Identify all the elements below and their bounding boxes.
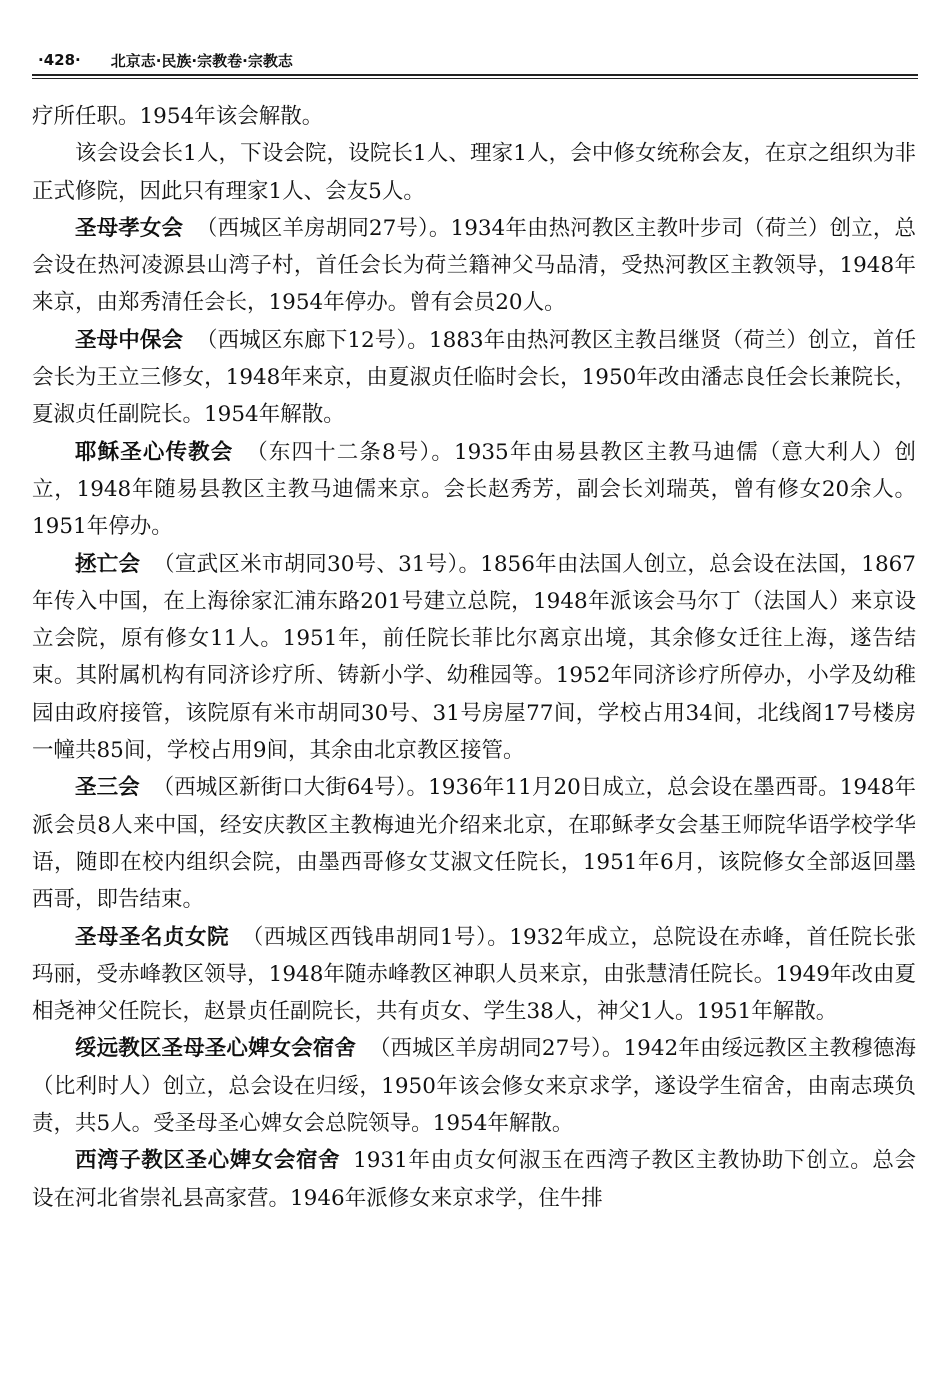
entry-paragraph bbox=[32, 919, 916, 1031]
entry-text: （东四十二条8号）。1935年由易县教区主教马迪儒（意大利人）创立，1948年随易县教区主教马迪儒来京。会长赵秀芳，副会长刘瑞英，曾有修女20余人。1951年停办。 bbox=[32, 439, 916, 540]
entry-paragraph bbox=[32, 546, 916, 770]
running-title: 北京志·民族·宗教卷·宗教志 bbox=[110, 51, 293, 70]
entry-paragraph bbox=[32, 322, 916, 434]
entry-paragraph bbox=[32, 210, 916, 322]
entry-text: （宣武区米市胡同30号、31号）。1856年由法国人创立，总会设在法国，1867年传入中国，在上海徐家汇浦东路201号建立总院，1948年派该会马尔丁（法国人）来京设立会院，原有修女11人。1951年，前任院长菲比尔离京出境，其余修女迁往上海，遂告结束。其附属机构有同济诊疗所、铸新小学、幼稚园等。1952年同济诊疗所停办，小学及幼稚园由政府接管，该院原有米市胡同30号、31号房屋77间，学校占用34间，北线阁17号楼房一幢共85间，学校占用9间，其余由北京教区接管。 bbox=[32, 551, 916, 764]
header-rule-thick bbox=[32, 74, 918, 76]
entry-name: 拯亡会 bbox=[75, 551, 141, 577]
body-text bbox=[32, 98, 916, 1217]
entry-text: （西城区羊房胡同27号）。1934年由热河教区主教叶步司（荷兰）创立，总会设在热河凌源县山湾子村，首任会长为荷兰籍神父马品清，受热河教区主教领导，1948年来京，由郑秀清任会长，1954年停办。曾有会员20人。 bbox=[32, 215, 916, 316]
entry-paragraph bbox=[32, 1030, 916, 1142]
entry-text: 1931年由贞女何淑玉在西湾子教区主教协助下创立。总会设在河北省崇礼县高家营。1946年派修女来京求学，住牛排 bbox=[32, 1148, 916, 1211]
entry-name: 耶稣圣心传教会 bbox=[75, 439, 234, 465]
entry-name: 西湾子教区圣心婢女会宿舍 bbox=[75, 1148, 341, 1174]
entry-paragraph bbox=[32, 769, 916, 918]
entry-text: （西城区新街口大街64号）。1936年11月20日成立，总会设在墨西哥。1948年派会员8人来中国，经安庆教区主教梅迪光介绍来北京，在耶稣孝女会基王师院华语学校学华语，随即在校内组织会院，由墨西哥修女艾淑文任院长，1951年6月，该院修女全部返回墨西哥，即告结束。 bbox=[32, 775, 916, 913]
entry-name: 圣母孝女会 bbox=[75, 215, 184, 241]
entry-text: （西城区东廊下12号）。1883年由热河教区主教吕继贤（荷兰）创立，首任会长为王立三修女，1948年来京，由夏淑贞任临时会长，1950年改由潘志良任会长兼院长，夏淑贞任副院长。1954年解散。 bbox=[32, 327, 916, 428]
header-rule-thin bbox=[32, 78, 918, 79]
page-header bbox=[38, 46, 918, 74]
entry-name: 圣三会 bbox=[75, 775, 140, 801]
paragraph-text: 疗所任职。1954年该会解散。 bbox=[32, 104, 324, 129]
paragraph bbox=[32, 98, 916, 135]
entry-paragraph bbox=[32, 1142, 916, 1217]
paragraph bbox=[32, 135, 916, 210]
entry-name: 圣母圣名贞女院 bbox=[75, 924, 229, 950]
entry-text: （西城区羊房胡同27号）。1942年由绥远教区主教穆德海（比利时人）创立，总会设在归绥，1950年该会修女来京求学，遂设学生宿舍，由南志瑛负责，共5人。受圣母圣心婢女会总院领导。1954年解散。 bbox=[32, 1036, 916, 1137]
page-number: ·428· bbox=[38, 51, 81, 69]
paragraph-text: 该会设会长1人，下设会院，设院长1人、理家1人，会中修女统称会友，在京之组织为非正式修院，因此只有理家1人、会友5人。 bbox=[32, 141, 916, 204]
entry-text: （西城区西钱串胡同1号）。1932年成立，总院设在赤峰，首任院长张玛丽，受赤峰教区领导，1948年随赤峰教区神职人员来京，由张慧清任院长。1949年改由夏相尧神父任院长，赵景贞任副院长，共有贞女、学生38人，神父1人。1951年解散。 bbox=[32, 924, 916, 1025]
entry-paragraph bbox=[32, 434, 916, 546]
entry-name: 绥远教区圣母圣心婢女会宿舍 bbox=[75, 1036, 357, 1062]
entry-name: 圣母中保会 bbox=[75, 327, 184, 353]
